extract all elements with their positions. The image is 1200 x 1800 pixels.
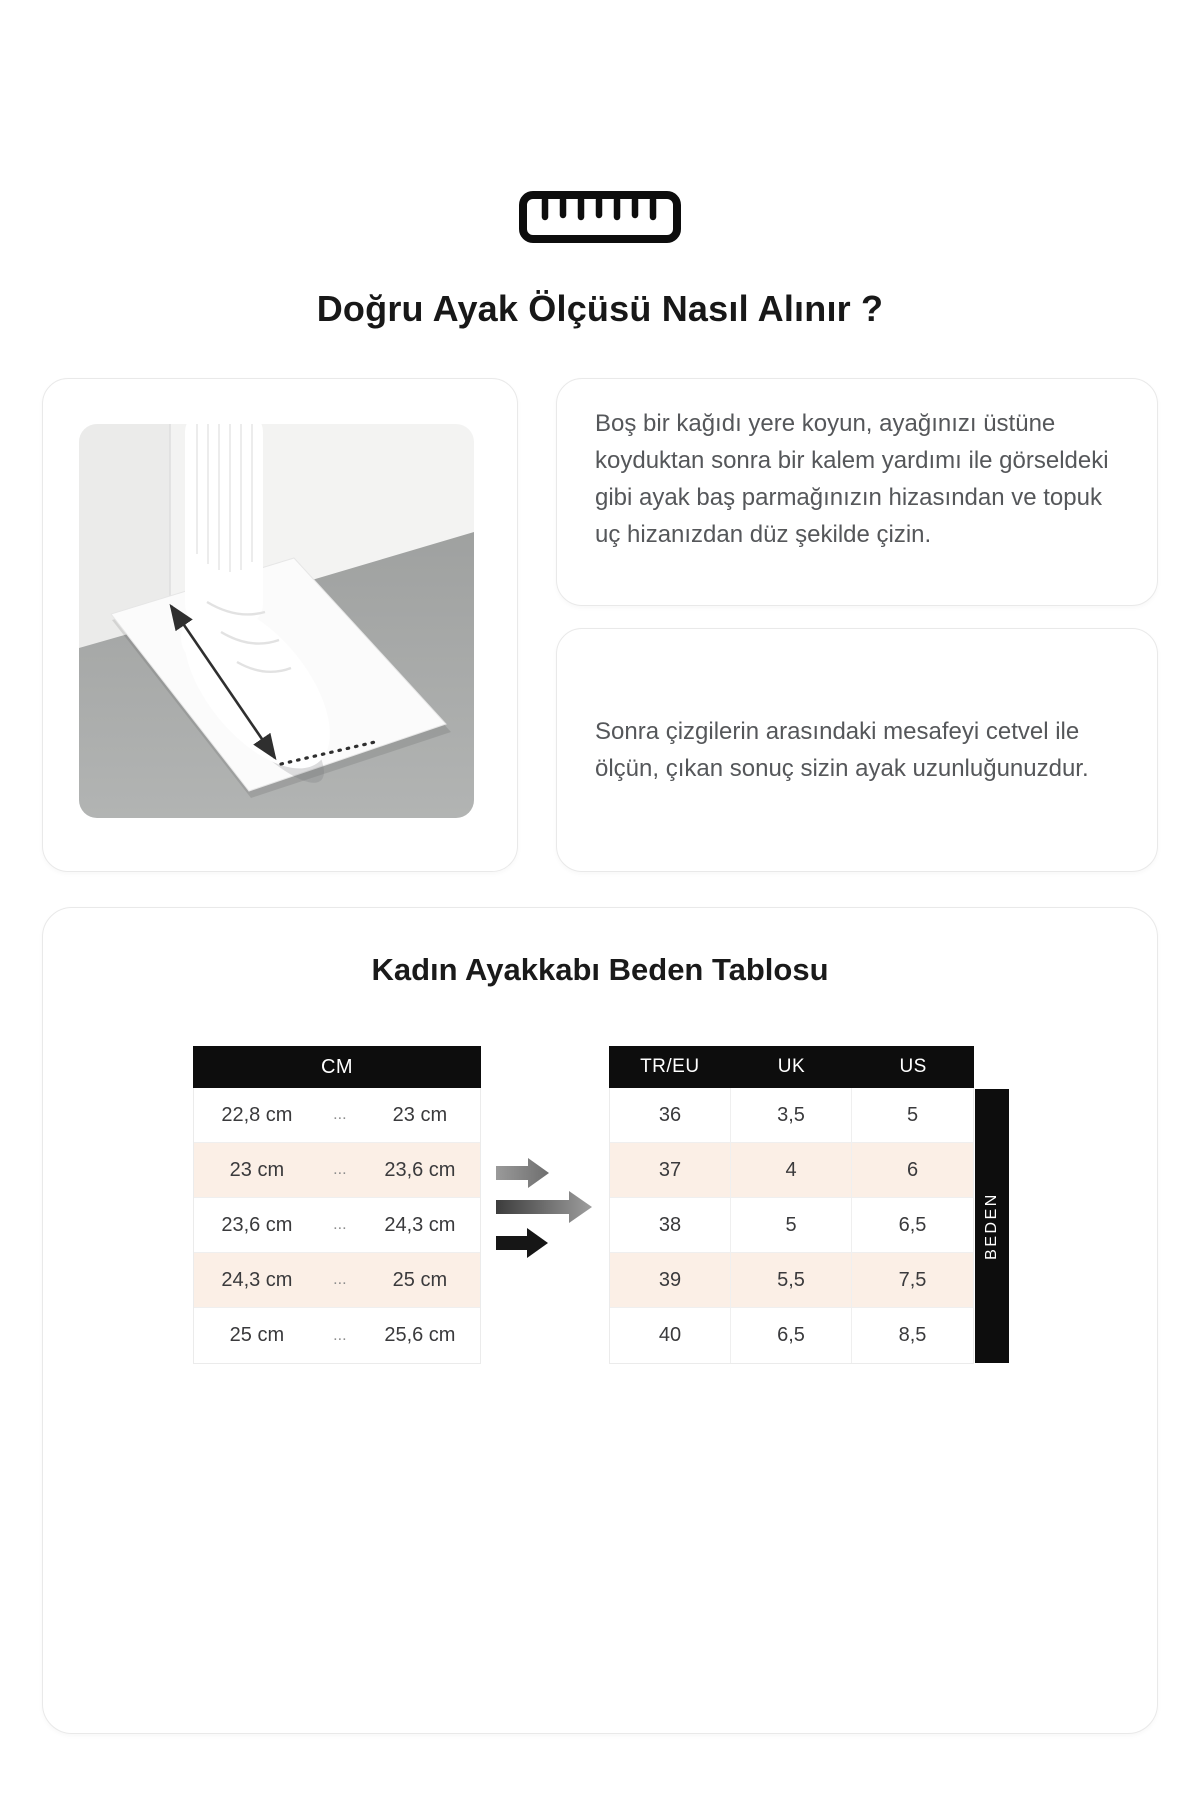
range-dots: ... [333, 1161, 347, 1178]
size-table [609, 1046, 974, 1364]
size-table-header [609, 1046, 974, 1088]
size-chart-card [42, 907, 1158, 1734]
cm-to: 23 cm [392, 1103, 448, 1126]
cm-from: 24,3 cm [221, 1268, 293, 1291]
beden-label-text: BEDEN [983, 1192, 1000, 1260]
size-uk: 5,5 [731, 1253, 852, 1308]
foot-measure-photo [79, 424, 474, 818]
size-tr-eu: 37 [610, 1143, 731, 1198]
table-row [194, 1308, 480, 1363]
cm-table-header: CM [193, 1046, 481, 1088]
size-tr-eu: 39 [610, 1253, 731, 1308]
col-header-us: US [899, 1056, 927, 1077]
ruler-icon [0, 190, 1200, 244]
cm-table-body [193, 1088, 481, 1364]
size-us: 8,5 [898, 1324, 927, 1346]
table-row [194, 1143, 480, 1198]
table-row [610, 1308, 973, 1363]
size-us: 7,5 [898, 1269, 927, 1291]
table-row [610, 1253, 973, 1308]
range-dots: ... [333, 1271, 347, 1288]
size-us: 6 [906, 1159, 919, 1181]
size-table-body [609, 1088, 974, 1364]
size-chart-title: Kadın Ayakkabı Beden Tablosu [371, 952, 829, 987]
range-dots: ... [333, 1326, 347, 1344]
beden-side-label [975, 1089, 1009, 1363]
step1-card [556, 378, 1158, 606]
size-tr-eu: 40 [610, 1308, 731, 1363]
cm-from: 23 cm [229, 1158, 285, 1181]
page-title: Doğru Ayak Ölçüsü Nasıl Alınır ? [316, 288, 884, 329]
size-uk: 4 [731, 1143, 852, 1198]
cm-to: 23,6 cm [384, 1158, 456, 1181]
cm-from: 22,8 cm [221, 1103, 293, 1126]
size-uk: 3,5 [731, 1088, 852, 1143]
table-row [194, 1198, 480, 1253]
size-tr-eu: 36 [610, 1088, 731, 1143]
size-us: 6,5 [898, 1214, 927, 1236]
cm-from: 23,6 cm [221, 1213, 293, 1236]
cm-to: 25,6 cm [384, 1324, 456, 1346]
step2-card [556, 628, 1158, 872]
step2-text: Sonra çizgilerin arasındaki mesafeyi cetvel ile ölçün, çıkan sonuç sizin ayak uzunluğunuzdur. [595, 718, 1089, 782]
col-header-uk: UK [777, 1056, 806, 1077]
foot-photo-card [42, 378, 518, 872]
table-row [610, 1198, 973, 1253]
table-row [194, 1088, 480, 1143]
table-row [610, 1088, 973, 1143]
table-row [194, 1253, 480, 1308]
step1-text: Boş bir kağıdı yere koyun, ayağınızı üstüne koyduktan sonra bir kalem yardımı ile görseldeki gibi ayak baş parmağınızın hizasından ve topuk uç hizanızdan düz şekilde çizin. [595, 410, 1109, 548]
range-dots: ... [333, 1106, 347, 1123]
cm-table [193, 1046, 481, 1364]
size-tr-eu: 38 [610, 1198, 731, 1253]
col-header-tr-eu: TR/EU [640, 1056, 700, 1077]
cm-to: 25 cm [392, 1268, 448, 1291]
table-row [610, 1143, 973, 1198]
size-us: 5 [906, 1104, 919, 1126]
range-dots: ... [333, 1216, 347, 1233]
size-uk: 5 [731, 1198, 852, 1253]
cm-from: 25 cm [229, 1324, 285, 1346]
cm-to: 24,3 cm [384, 1213, 456, 1236]
size-uk: 6,5 [731, 1308, 852, 1363]
